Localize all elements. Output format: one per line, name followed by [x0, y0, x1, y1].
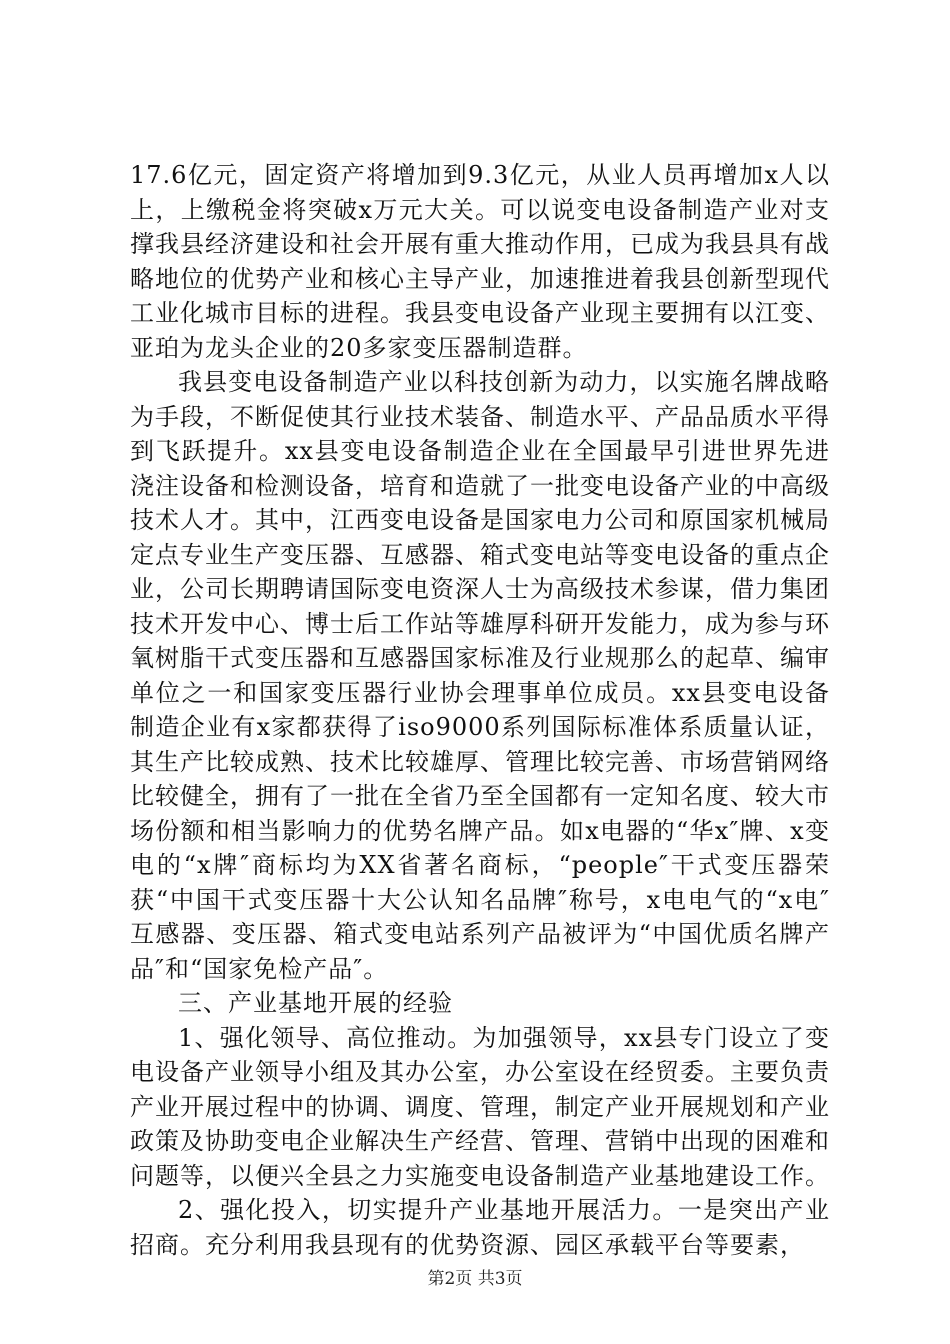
- paragraph-investment: 2、强化投入，切实提升产业基地开展活力。一是突出产业招商。充分利用我县现有的优势资源、园区承载平台等要素，: [130, 1196, 830, 1259]
- page-footer: 第2页 共3页: [427, 1269, 523, 1289]
- paragraph-leadership: 1、强化领导、高位推动。为加强领导，xx县专门设立了变电设备产业领导小组及其办公室，办公室设在经贸委。主要负责产业开展过程中的协调、调度、管理，制定产业开展规划和产业政策及协助变电企业解决生产经营、管理、营销中出现的困难和问题等，以便兴全县之力实施变电设备制造产业基地建设工作。: [130, 1023, 830, 1190]
- section-heading-experience: 三、产业基地开展的经验: [178, 989, 453, 1017]
- document-body: [130, 158, 830, 1262]
- paragraph-continuation: 17.6亿元，固定资产将增加到9.3亿元，从业人员再增加x人以上，上缴税金将突破x万元大关。可以说变电设备制造产业对支撑我县经济建设和社会开展有重大推动作用，已成为我县具有战略地位的优势产业和核心主导产业，加速推进着我县创新型现代工业化城市目标的进程。我县变电设备产业现主要拥有以江变、亚珀为龙头企业的20多家变压器制造群。: [130, 161, 830, 362]
- paragraph-technology-innovation: 我县变电设备制造产业以科技创新为动力，以实施名牌战略为手段，不断促使其行业技术装备、制造水平、产品品质水平得到飞跃提升。xx县变电设备制造企业在全国最早引进世界先进浇注设备和检测设备，培育和造就了一批变电设备产业的中高级技术人才。其中，江西变电设备是国家电力公司和原国家机械局定点专业生产变压器、互感器、箱式变电站等变电设备的重点企业，公司长期聘请国际变电资深人士为高级技术参谋，借力集团技术开发中心、博士后工作站等雄厚科研开发能力，成为参与环氧树脂干式变压器和互感器国家标准及行业规那么的起草、编审单位之一和国家变压器行业协会理事单位成员。xx县变电设备制造企业有x家都获得了iso9000系列国际标准体系质量认证，其生产比较成熟、技术比较雄厚、管理比较完善、市场营销网络比较健全，拥有了一批在全省乃至全国都有一定知名度、较大市场份额和相当影响力的优势名牌产品。如x电器的“华x″牌、x变电的“x牌″商标均为XX省著名商标，“people″干式变压器荣获“中国干式变压器十大公认知名品牌″称号，x电电气的“x电″互感器、变压器、箱式变电站系列产品被评为“中国优质名牌产品″和“国家免检产品″。: [130, 368, 830, 983]
